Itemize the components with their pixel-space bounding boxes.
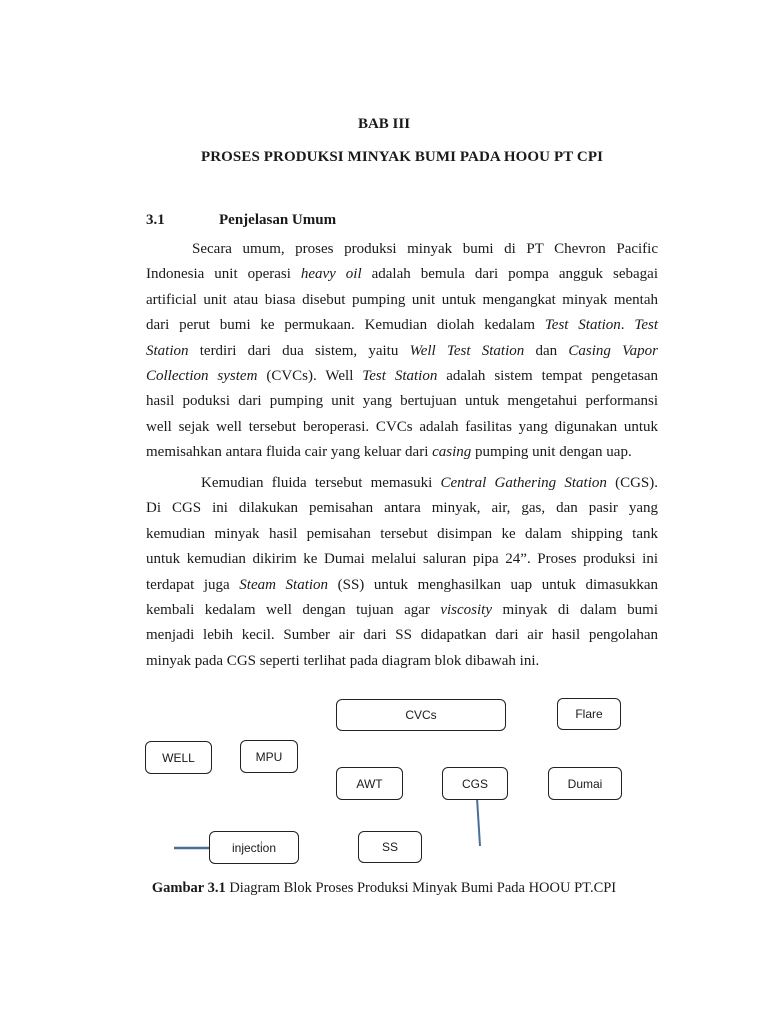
box-mpu: MPU bbox=[240, 740, 298, 773]
paragraph-line: kemudian minyak hasil pemisahan tersebut disimpan ke dalam shipping tank bbox=[146, 525, 658, 542]
section-title: Penjelasan Umum bbox=[219, 212, 337, 228]
paragraph-line: memisahkan antara fluida cair yang keluar dari casing pumping unit dengan uap. bbox=[146, 444, 632, 461]
box-dumai: Dumai bbox=[548, 767, 622, 800]
paragraph-line: minyak pada CGS seperti terlihat pada diagram blok dibawah ini. bbox=[146, 652, 540, 669]
box-injection: injecti̇on bbox=[209, 831, 299, 864]
section-heading bbox=[146, 212, 336, 229]
section-number: 3.1 bbox=[146, 212, 165, 228]
paragraph-1 bbox=[146, 237, 658, 466]
paragraph-2 bbox=[146, 471, 658, 674]
paragraph-line: Indonesia unit operasi heavy oil adalah bemula dari pompa angguk sebagai bbox=[146, 266, 658, 283]
paragraph-line: terdapat juga Steam Station (SS) untuk menghasilkan uap untuk dimasukkan bbox=[146, 576, 658, 593]
paragraph-line: Kemudian fluida tersebut memasuki Central Gathering Station (CGS). bbox=[201, 475, 659, 491]
box-well: WELL bbox=[145, 741, 212, 774]
paragraph-line: untuk kemudian dikirim ke Dumai melalui saluran pipa 24”. Proses produksi ini bbox=[146, 551, 658, 568]
box-cvcs: CVCs bbox=[336, 699, 506, 731]
box-flare: Flare bbox=[557, 698, 621, 730]
box-cgs: CGS bbox=[442, 767, 508, 800]
box-awt: AWT bbox=[336, 767, 403, 800]
paragraph-line: Station terdiri dari dua sistem, yaitu Well Test Station dan Casing Vapor bbox=[146, 342, 658, 359]
paragraph-line: Di CGS ini dilakukan pemisahan antara minyak, air, gas, dan pasir yang bbox=[146, 500, 658, 517]
paragraph-line: Collection system (CVCs). Well Test Station adalah sistem tempat pengetasan bbox=[146, 367, 658, 384]
box-ss: SS bbox=[358, 831, 422, 863]
paragraph-line: artificial unit atau biasa disebut pumping unit untuk mengangkat minyak mentah bbox=[146, 291, 658, 308]
block-diagram bbox=[0, 690, 768, 880]
connector-cgs-down bbox=[477, 798, 480, 846]
paragraph-line: kembali kedalam well dengan tujuan agar viscosity minyak di dalam bumi bbox=[146, 601, 658, 618]
chapter-heading: BAB III bbox=[357, 116, 411, 132]
paragraph-line: dari perut bumi ke permukaan. Kemudian diolah kedalam Test Station. Test bbox=[146, 317, 658, 334]
figure-caption: Gambar 3.1 Diagram Blok Proses Produksi Minyak Bumi Pada HOOU PT.CPI bbox=[151, 880, 617, 896]
paragraph-line: Secara umum, proses produksi minyak bumi di PT Chevron Pacific bbox=[192, 241, 658, 257]
paragraph-line: hasil poduksi dari pumping unit yang bertujuan untuk mengetahui performansi bbox=[146, 393, 658, 410]
paragraph-line: menjadi lebih kecil. Sumber air dari SS didapatkan dari air hasil pengolahan bbox=[146, 627, 658, 644]
chapter-title: PROSES PRODUKSI MINYAK BUMI PADA HOOU PT CPI bbox=[200, 149, 604, 165]
paragraph-line: well sejak well tersebut beroperasi. CVCs adalah fasilitas yang digunakan untuk bbox=[146, 418, 658, 435]
